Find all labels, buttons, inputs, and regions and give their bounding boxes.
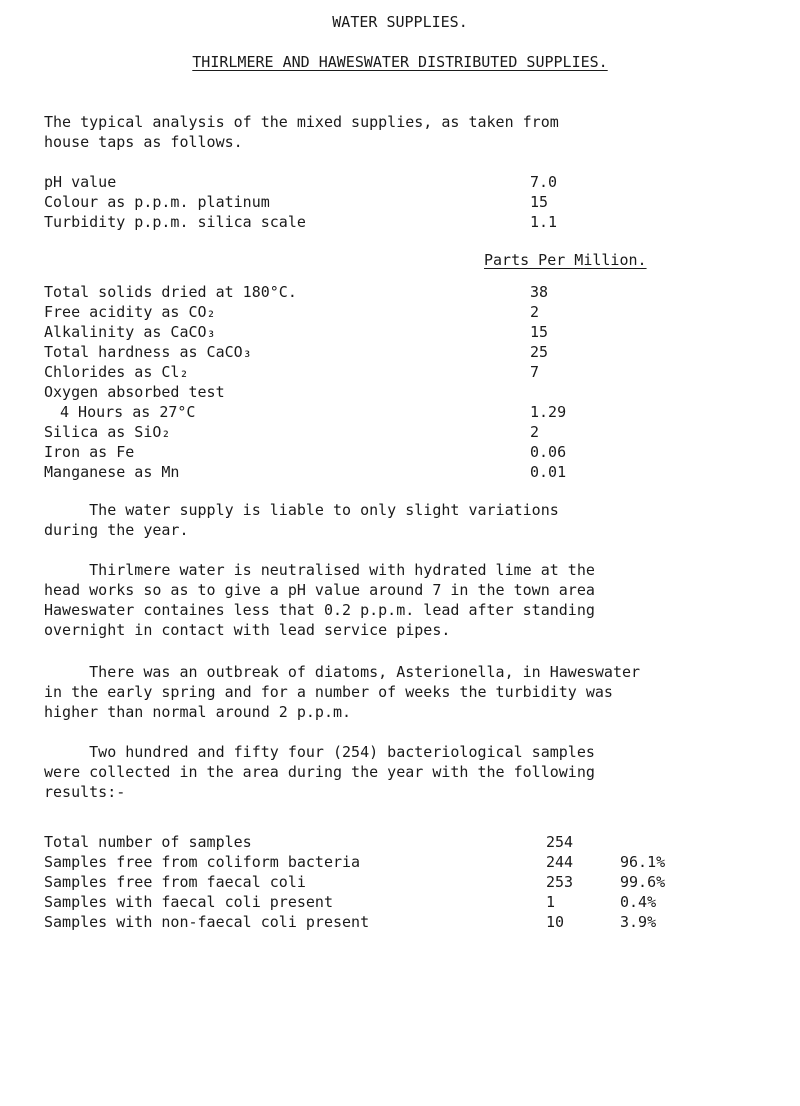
chemical-label: Oxygen absorbed test [44, 383, 225, 401]
chemical-label: Free acidity as CO₂ [44, 303, 216, 321]
chemical-row [0, 442, 800, 462]
chemical-label: Chlorides as Cl₂ [44, 363, 189, 381]
bacteria-percent: 96.1% [620, 853, 666, 871]
bacteria-count: 10 [546, 913, 565, 931]
physical-row [0, 212, 800, 232]
chemical-label: Iron as Fe [44, 443, 135, 461]
chemical-value: 15 [530, 323, 549, 341]
physical-label: pH value [44, 173, 117, 191]
chemical-row [0, 422, 800, 442]
bacteria-label: Samples with faecal coli present [44, 893, 333, 911]
bacteria-count: 254 [546, 833, 574, 851]
chemical-value: 2 [530, 303, 540, 321]
chemical-row [0, 462, 800, 482]
chemical-value: 7 [530, 363, 540, 381]
bacteria-label: Total number of samples [44, 833, 252, 851]
physical-row [0, 192, 800, 212]
intro-text: The typical analysis of the mixed supplies, as taken from house taps as follows. [44, 113, 559, 151]
chemical-row [0, 322, 800, 342]
chemical-row [0, 362, 800, 382]
chemical-value: 0.01 [530, 463, 567, 481]
bacteria-percent: 0.4% [620, 893, 657, 911]
physical-value: 7.0 [530, 173, 558, 191]
bacteria-percent: 99.6% [620, 873, 666, 891]
chemical-value: 1.29 [530, 403, 567, 421]
chemical-row [0, 402, 800, 422]
physical-row [0, 172, 800, 192]
bacteria-row [0, 832, 800, 852]
chemical-label: Silica as SiO₂ [44, 423, 171, 441]
bacteria-row [0, 872, 800, 892]
chemical-row [0, 382, 800, 402]
bacteria-label: Samples free from faecal coli [44, 873, 306, 891]
chemical-row [0, 342, 800, 362]
physical-label: Turbidity p.p.m. silica scale [44, 213, 306, 231]
physical-value: 1.1 [530, 213, 558, 231]
chemical-row [0, 282, 800, 302]
chemical-value: 38 [530, 283, 549, 301]
paragraph-variations: The water supply is liable to only slight variations during the year. [44, 501, 559, 539]
chemical-label: Manganese as Mn [44, 463, 180, 481]
chemical-value: 25 [530, 343, 549, 361]
section-title: THIRLMERE AND HAWESWATER DISTRIBUTED SUPPLIES. [192, 53, 608, 71]
paragraph-neutralisation: Thirlmere water is neutralised with hydrated lime at the head works so as to give a pH value around 7 in the town area Haweswater containes less that 0.2 p.p.m. lead after standing overnight in contact with lead service pipes. [44, 561, 595, 639]
page-header: WATER SUPPLIES. [332, 13, 468, 31]
bacteria-row [0, 892, 800, 912]
chemical-label: Total hardness as CaCO₃ [44, 343, 252, 361]
bacteria-row [0, 912, 800, 932]
bacteria-count: 253 [546, 873, 574, 891]
chemical-row [0, 302, 800, 322]
bacteria-label: Samples free from coliform bacteria [44, 853, 361, 871]
chemical-value: 0.06 [530, 443, 567, 461]
chemical-value: 2 [530, 423, 540, 441]
paragraph-bacteriological: Two hundred and fifty four (254) bacteriological samples were collected in the area during the year with the following results:- [44, 743, 595, 801]
bacteria-percent: 3.9% [620, 913, 657, 931]
chemical-label: Total solids dried at 180°C. [44, 283, 297, 301]
paragraph-diatoms: There was an outbreak of diatoms, Asterionella, in Haweswater in the early spring and for a number of weeks the turbidity was higher than normal around 2 p.p.m. [44, 663, 641, 721]
bacteria-count: 244 [546, 853, 574, 871]
physical-value: 15 [530, 193, 549, 211]
bacteria-row [0, 852, 800, 872]
chemical-label: 4 Hours as 27°C [60, 403, 196, 421]
ppm-heading: Parts Per Million. [484, 251, 647, 269]
physical-label: Colour as p.p.m. platinum [44, 193, 270, 211]
chemical-label: Alkalinity as CaCO₃ [44, 323, 216, 341]
bacteria-count: 1 [546, 893, 556, 911]
bacteria-label: Samples with non-faecal coli present [44, 913, 370, 931]
